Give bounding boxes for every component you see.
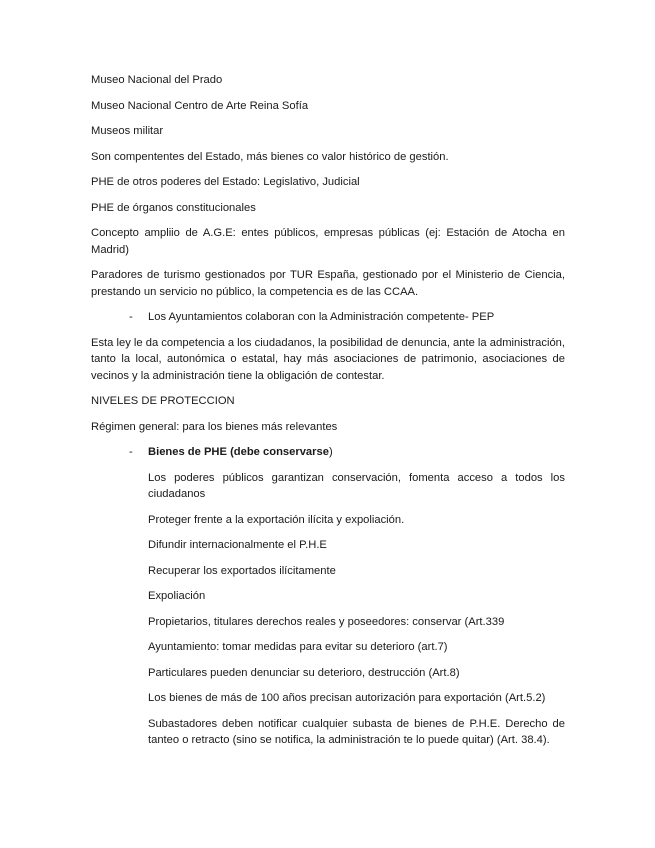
bullet-item	[91, 444, 565, 461]
paragraph: Museos militar	[91, 125, 164, 137]
bullet-tail-text: )	[328, 446, 333, 458]
paragraph: Régimen general: para los bienes más relevantes	[91, 420, 338, 433]
bullet-dash: -	[129, 311, 133, 323]
sub-item: Subastadores deben notificar cualquier subasta de bienes de P.H.E. Derecho de tanteo o retracto (sino se notifica, la administración te lo puede quitar) (Art. 38.4).	[148, 717, 565, 746]
bullet-dash: -	[129, 446, 133, 458]
paragraph: PHE de órganos constitucionales	[91, 201, 256, 214]
bullet-bold-text: Bienes de PHE (debe conservarse	[148, 446, 329, 458]
sub-item: Recuperar los exportados ilícitamente	[148, 564, 336, 577]
paragraph: Son compententes del Estado, más bienes co valor histórico de gestión.	[91, 150, 449, 163]
sub-item: Proteger frente a la exportación ilícita y expoliación.	[148, 513, 405, 526]
paragraph: PHE de otros poderes del Estado: Legislativo, Judicial	[91, 176, 360, 188]
bullet-text: Los Ayuntamientos colaboran con la Administración competente- PEP	[148, 311, 495, 323]
sub-item: Los bienes de más de 100 años precisan autorización para exportación (Art.5.2)	[148, 692, 546, 704]
bullet-item	[91, 309, 565, 326]
sub-item: Los poderes públicos garantizan conservación, fomenta acceso a todos los ciudadanos	[148, 471, 565, 500]
section-heading: NIVELES DE PROTECCION	[91, 395, 235, 407]
sub-item: Ayuntamiento: tomar medidas para evitar su deterioro (art.7)	[148, 641, 448, 653]
document-page	[91, 72, 565, 758]
sub-item: Difundir internacionalmente el P.H.E	[148, 539, 327, 551]
paragraph: Concepto ampliio de A.G.E: entes públicos, empresas públicas (ej: Estación de Atocha en Madrid)	[91, 227, 565, 256]
paragraph: Paradores de turismo gestionados por TUR España, gestionado por el Ministerio de Ciencia, prestando un servicio no público, la competencia es de las CCAA.	[91, 269, 565, 298]
sub-item: Propietarios, titulares derechos reales y poseedores: conservar (Art.339	[148, 615, 505, 628]
paragraph: Museo Nacional Centro de Arte Reina Sofía	[91, 99, 309, 112]
paragraph: Esta ley le da competencia a los ciudadanos, la posibilidad de denuncia, ante la administración, tanto la local, autonómica o estatal, hay más asociaciones de patrimonio, asociaciones de vecinos y la administración tiene la obligación de contestar.	[91, 336, 565, 382]
sub-item: Expoliación	[148, 590, 206, 602]
paragraph: Museo Nacional del Prado	[91, 74, 223, 86]
sub-item: Particulares pueden denunciar su deterioro, destrucción (Art.8)	[148, 666, 460, 679]
